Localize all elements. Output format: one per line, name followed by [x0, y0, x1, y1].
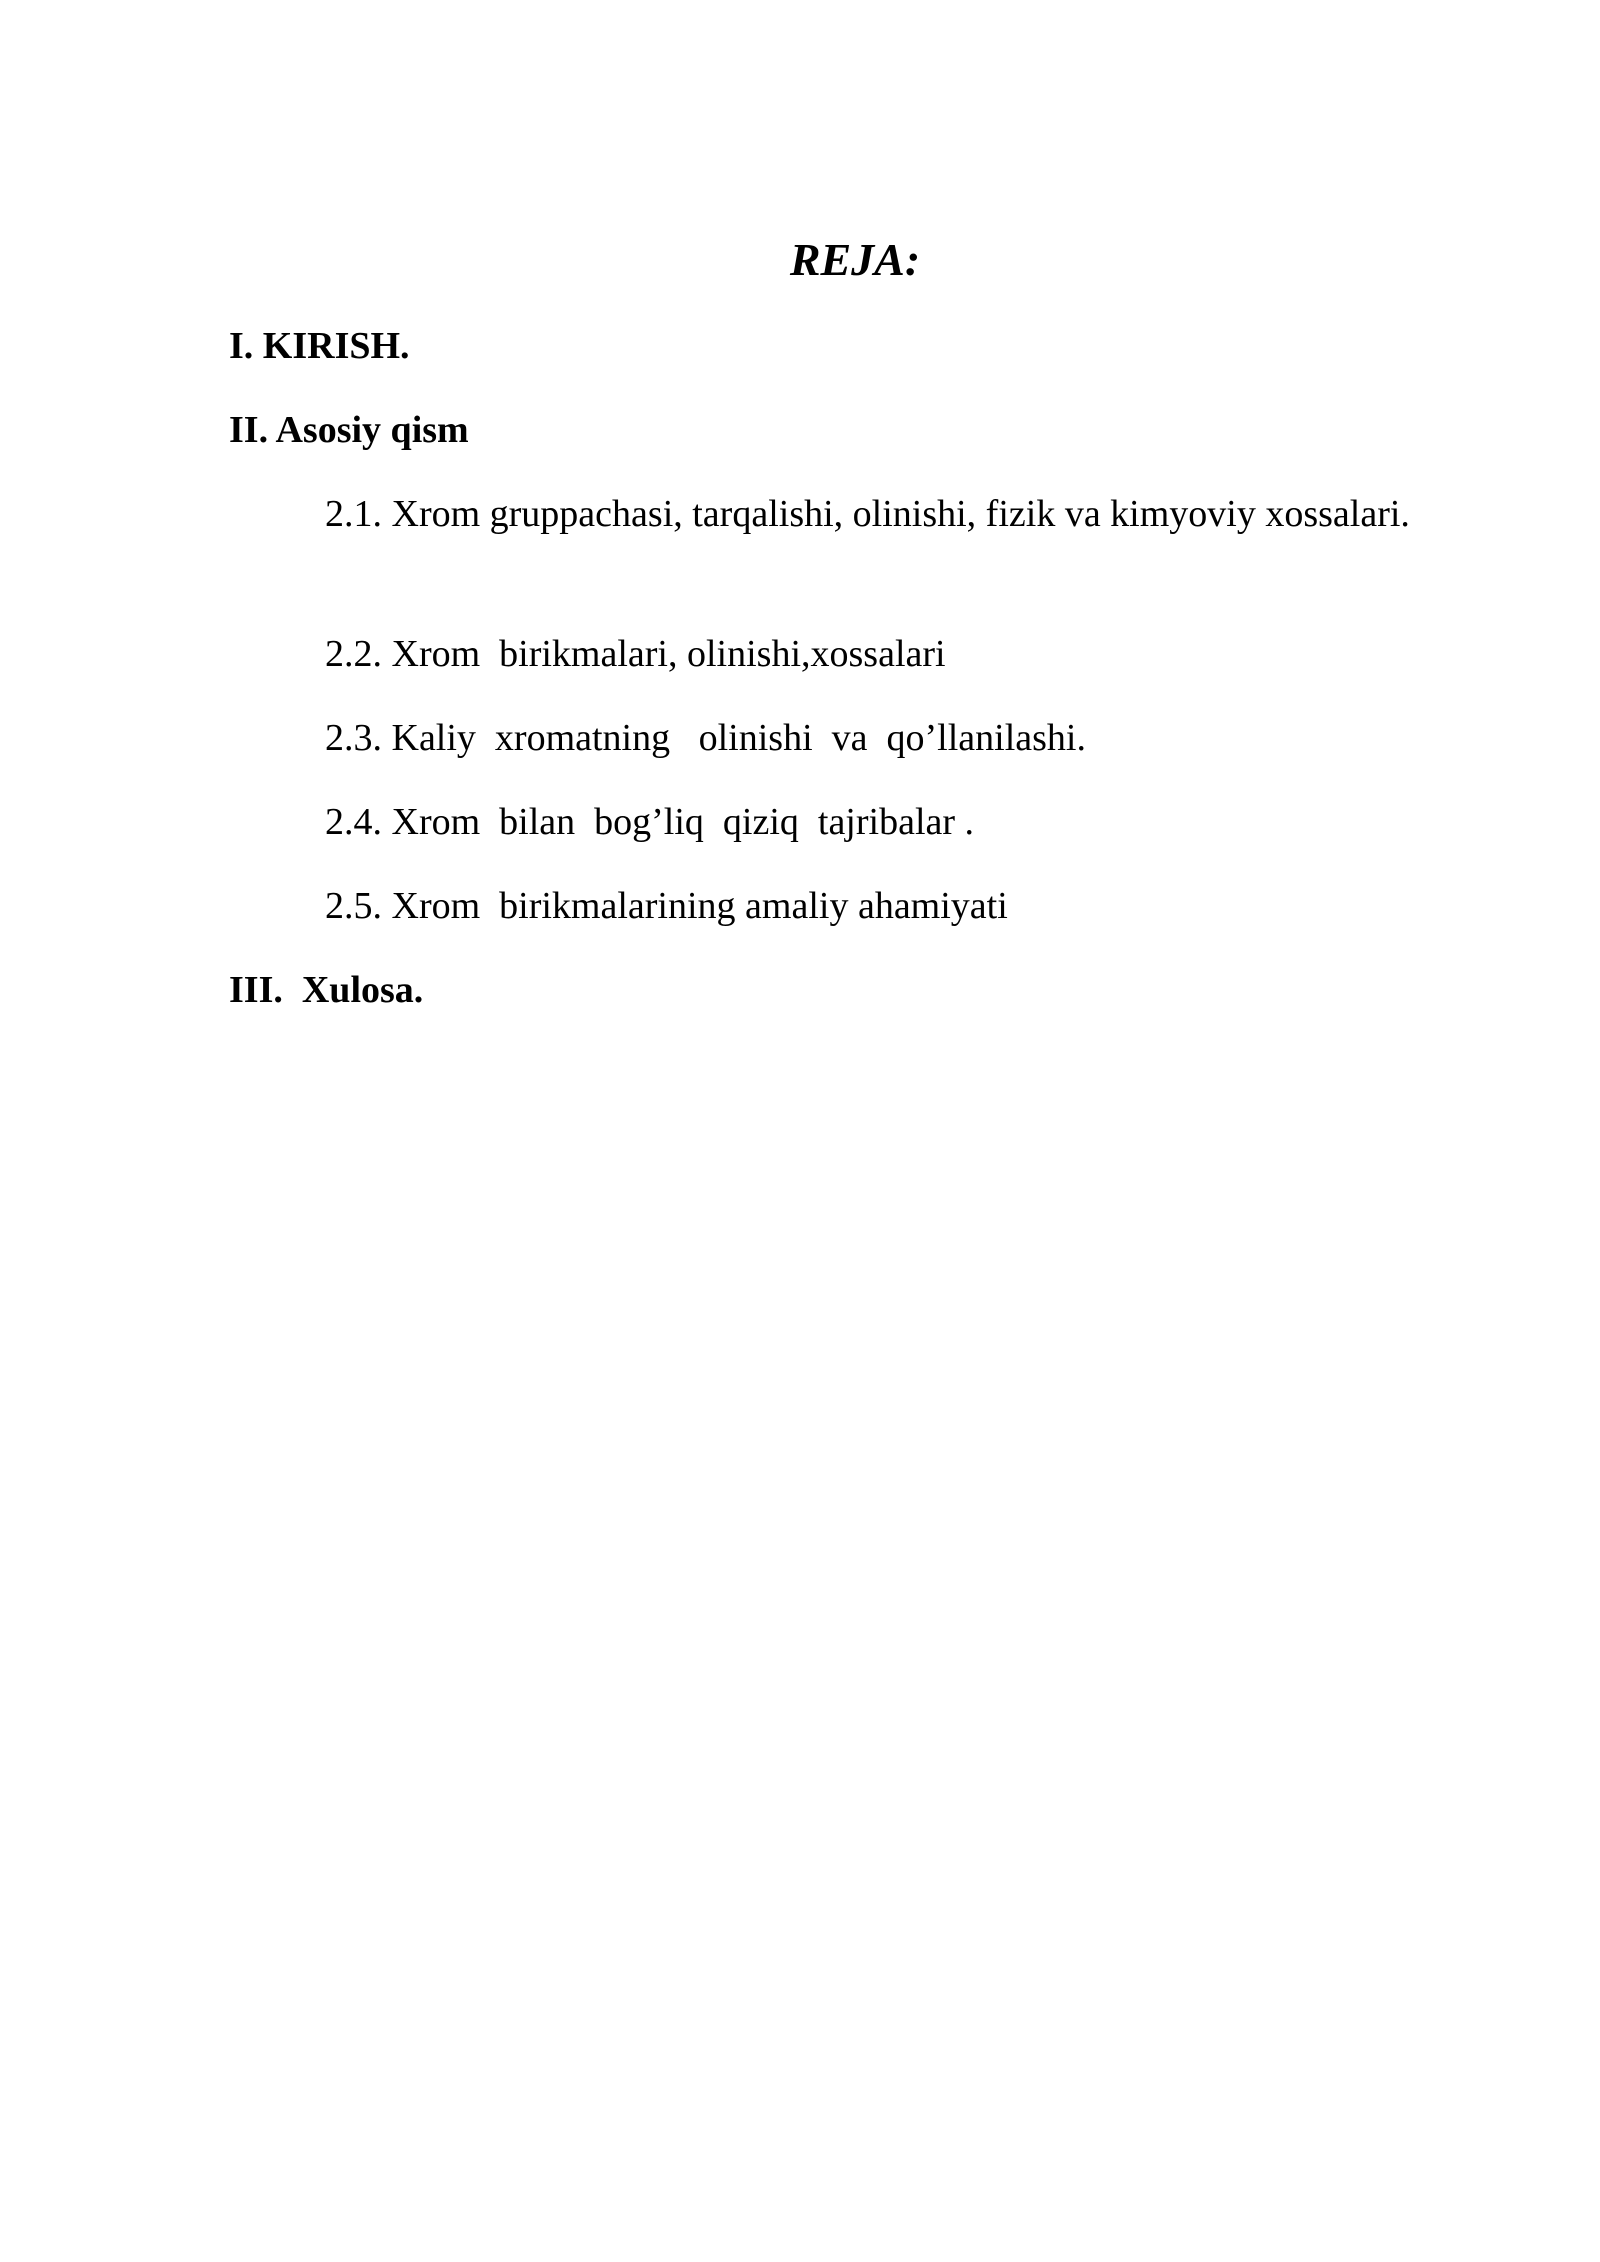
section-conclusion: III. Xulosa. [229, 969, 424, 1011]
subsection-2-2: 2.2. Xrom birikmalari, olinishi,xossalari [325, 633, 946, 675]
subsection-2-3: 2.3. Kaliy xromatning olinishi va qo’llanilashi. [325, 717, 1086, 759]
subsection-2-1: 2.1. Xrom gruppachasi, tarqalishi, olinishi, fizik va kimyoviy xossalari. [325, 493, 1410, 535]
subsection-2-5: 2.5. Xrom birikmalarining amaliy ahamiyati [325, 885, 1008, 927]
subsection-2-4: 2.4. Xrom bilan bog’liq qiziq tajribalar . [325, 801, 975, 843]
section-main-part: II. Asosiy qism [229, 409, 469, 451]
page-title: REJA: [789, 234, 921, 285]
section-introduction: I. KIRISH. [229, 325, 410, 367]
